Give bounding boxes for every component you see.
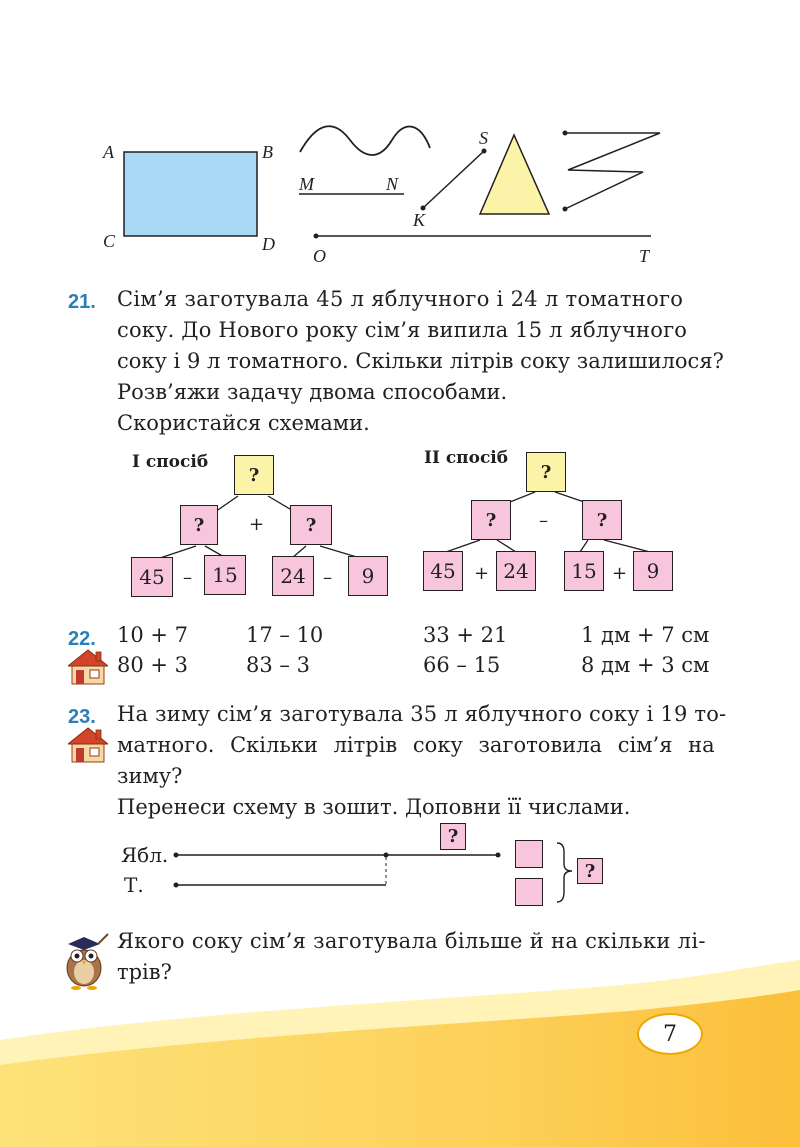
wavy-line — [300, 126, 430, 155]
task-22-r1-c4: 1 дм + 7 см — [581, 623, 710, 647]
label-t: T — [639, 246, 650, 266]
method-1-title: I спосіб — [132, 452, 209, 472]
method-1-op-1: – — [183, 567, 192, 588]
label-o: O — [313, 246, 326, 266]
method-2-mid-op: – — [539, 510, 548, 531]
task-21-number: 21. — [68, 291, 96, 313]
method-1-mid-left-box: ? — [180, 505, 218, 545]
method-2-top-box: ? — [526, 452, 566, 492]
method-1-op-2: – — [323, 567, 332, 588]
label-c: C — [103, 231, 116, 251]
yellow-triangle — [480, 135, 549, 214]
task-22-r2-c1: 80 + 3 — [117, 653, 189, 677]
house-icon — [68, 726, 108, 764]
label-k: K — [413, 210, 426, 230]
task-21-line-2: соку. До Нового року сім’я випила 15 л яблучного — [117, 318, 688, 342]
segment-ks — [423, 151, 484, 208]
geometry-figures — [0, 0, 800, 280]
scheme-q-top-box: ? — [440, 823, 466, 850]
task-23-number: 23. — [68, 706, 96, 728]
label-n: N — [386, 174, 399, 194]
task-23-line-3: зиму? — [117, 764, 183, 788]
owl-teacher-icon — [60, 932, 110, 990]
method-2-box-24: 24 — [496, 551, 536, 591]
label-a: A — [103, 142, 114, 162]
scheme-q-total-box: ? — [577, 858, 603, 884]
method-1-mid-right-box: ? — [290, 505, 332, 545]
method-2-title: II спосіб — [424, 448, 509, 468]
scheme-label-apple: Ябл. — [121, 843, 169, 867]
task-23-line-4: Перенеси схему в зошит. Доповни її числами. — [117, 795, 631, 819]
scheme-label-tomato: Т. — [124, 873, 144, 897]
task-22-number: 22. — [68, 628, 96, 650]
owl-question-line-1: Якого соку сім’я заготувала більше й на скільки лі- — [117, 929, 706, 953]
segment-scheme — [0, 820, 800, 920]
label-d: D — [262, 234, 275, 254]
task-22-r2-c3: 66 – 15 — [423, 653, 501, 677]
task-22-r2-c4: 8 дм + 3 см — [581, 653, 710, 677]
task-23-line-1: На зиму сім’я заготувала 35 л яблучного соку і 19 то- — [117, 702, 727, 726]
task-22-r2-c2: 83 – 3 — [246, 653, 310, 677]
method-1-top-box: ? — [234, 455, 274, 495]
method-2-box-9: 9 — [633, 551, 673, 591]
method-2-op-1: + — [474, 563, 490, 584]
zigzag-line — [565, 133, 660, 209]
method-2-op-2: + — [612, 563, 628, 584]
label-s: S — [479, 128, 488, 148]
blue-rectangle — [124, 152, 257, 236]
method-1-box-24: 24 — [272, 556, 314, 596]
task-21-line-5: Скористайся схемами. — [117, 411, 370, 435]
task-21-line-1: Сім’я заготувала 45 л яблучного і 24 л томатного — [117, 287, 684, 311]
method-1-box-15: 15 — [204, 555, 246, 595]
method-1-box-45: 45 — [131, 557, 173, 597]
task-22-r1-c1: 10 + 7 — [117, 623, 189, 647]
task-22-r1-c3: 33 + 21 — [423, 623, 508, 647]
label-b: B — [262, 142, 273, 162]
task-21-line-3: соку і 9 л томатного. Скільки літрів соку залишилося? — [117, 349, 724, 373]
method-1-mid-op: + — [249, 514, 265, 535]
label-m: M — [299, 174, 314, 194]
owl-question-line-2: трів? — [117, 960, 172, 984]
method-1-box-9: 9 — [348, 556, 388, 596]
task-22-r1-c2: 17 – 10 — [246, 623, 324, 647]
method-2-box-45: 45 — [423, 551, 463, 591]
method-2-box-15: 15 — [564, 551, 604, 591]
house-icon — [68, 648, 108, 686]
page-number: 7 — [637, 1013, 703, 1055]
task-23-line-2: матного. Скільки літрів соку заготовила сім’я на — [117, 733, 715, 757]
task-21-line-4: Розв’яжи задачу двома способами. — [117, 380, 508, 404]
scheme-answer-box-apple — [515, 840, 543, 868]
scheme-answer-box-tomato — [515, 878, 543, 906]
scheme-lines — [0, 440, 800, 610]
method-2-mid-right-box: ? — [582, 500, 622, 540]
method-2-mid-left-box: ? — [471, 500, 511, 540]
